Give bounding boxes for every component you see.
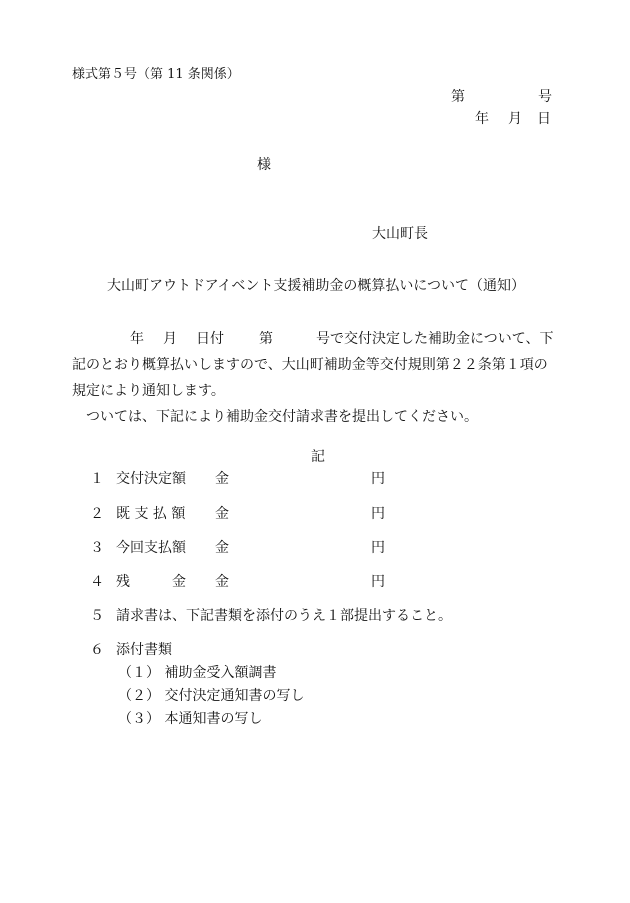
list-item — [0, 609, 630, 625]
addressee-suffix: 様 — [257, 157, 271, 173]
list-item — [0, 507, 630, 523]
item-label: 請求書は、下記書類を添付のうえ１部提出すること。 — [116, 608, 452, 624]
list-item — [0, 541, 630, 557]
item-label: 添付書類 — [116, 642, 172, 658]
item-number: ２ — [90, 506, 104, 522]
form-id: 様式第５号（第 11 条関係） — [72, 67, 240, 82]
item-label: 今回支払額 — [116, 540, 186, 556]
body-line-1-rest: 号で交付決定した補助金について、下 — [316, 331, 554, 347]
body-line-4: ついては、下記により補助金交付請求書を提出してください。 — [72, 409, 478, 425]
attachment-item: （１） 補助金受入額調書 — [118, 665, 277, 681]
item-number: ４ — [90, 574, 104, 590]
item-kin: 金 — [215, 540, 229, 556]
doc-number-prefix: 第 — [451, 89, 465, 105]
date-month: 月 — [508, 111, 522, 127]
item-number: ５ — [90, 608, 104, 624]
body-line-3: 規定により通知します。 — [72, 383, 225, 399]
item-kin: 金 — [215, 506, 229, 522]
body-month: 月 — [163, 331, 177, 347]
ki-heading: 記 — [311, 449, 325, 465]
item-label: 既 支 払 額 — [116, 506, 186, 522]
item-yen: 円 — [371, 574, 385, 590]
item-label: 交付決定額 — [116, 471, 186, 487]
item-number: １ — [90, 471, 104, 487]
item-kin: 金 — [215, 471, 229, 487]
list-item — [0, 575, 630, 591]
item-kin: 金 — [215, 574, 229, 590]
attachment-item: （２） 交付決定通知書の写し — [118, 688, 305, 704]
item-number: ３ — [90, 540, 104, 556]
body-text — [72, 326, 566, 430]
body-dai: 第 — [259, 331, 273, 347]
date-day: 日 — [537, 111, 551, 127]
list-item — [0, 472, 630, 488]
body-line-1 — [72, 326, 566, 352]
item-yen: 円 — [371, 471, 385, 487]
item-number: ６ — [90, 642, 104, 658]
list-item — [0, 643, 630, 659]
item-yen: 円 — [371, 540, 385, 556]
date-year: 年 — [475, 111, 489, 127]
doc-number-suffix: 号 — [538, 89, 552, 105]
item-yen: 円 — [371, 506, 385, 522]
document-title: 大山町アウトドアイベント支援補助金の概算払いについて（通知） — [107, 278, 526, 294]
attachment-item: （３） 本通知書の写し — [118, 711, 263, 727]
sender: 大山町長 — [372, 226, 428, 242]
body-line-2: 記のとおり概算払いしますので、大山町補助金等交付規則第２２条第１項の — [72, 357, 548, 373]
body-year: 年 — [130, 331, 144, 347]
body-day: 日付 — [196, 331, 224, 347]
item-label: 残 金 — [116, 574, 186, 590]
